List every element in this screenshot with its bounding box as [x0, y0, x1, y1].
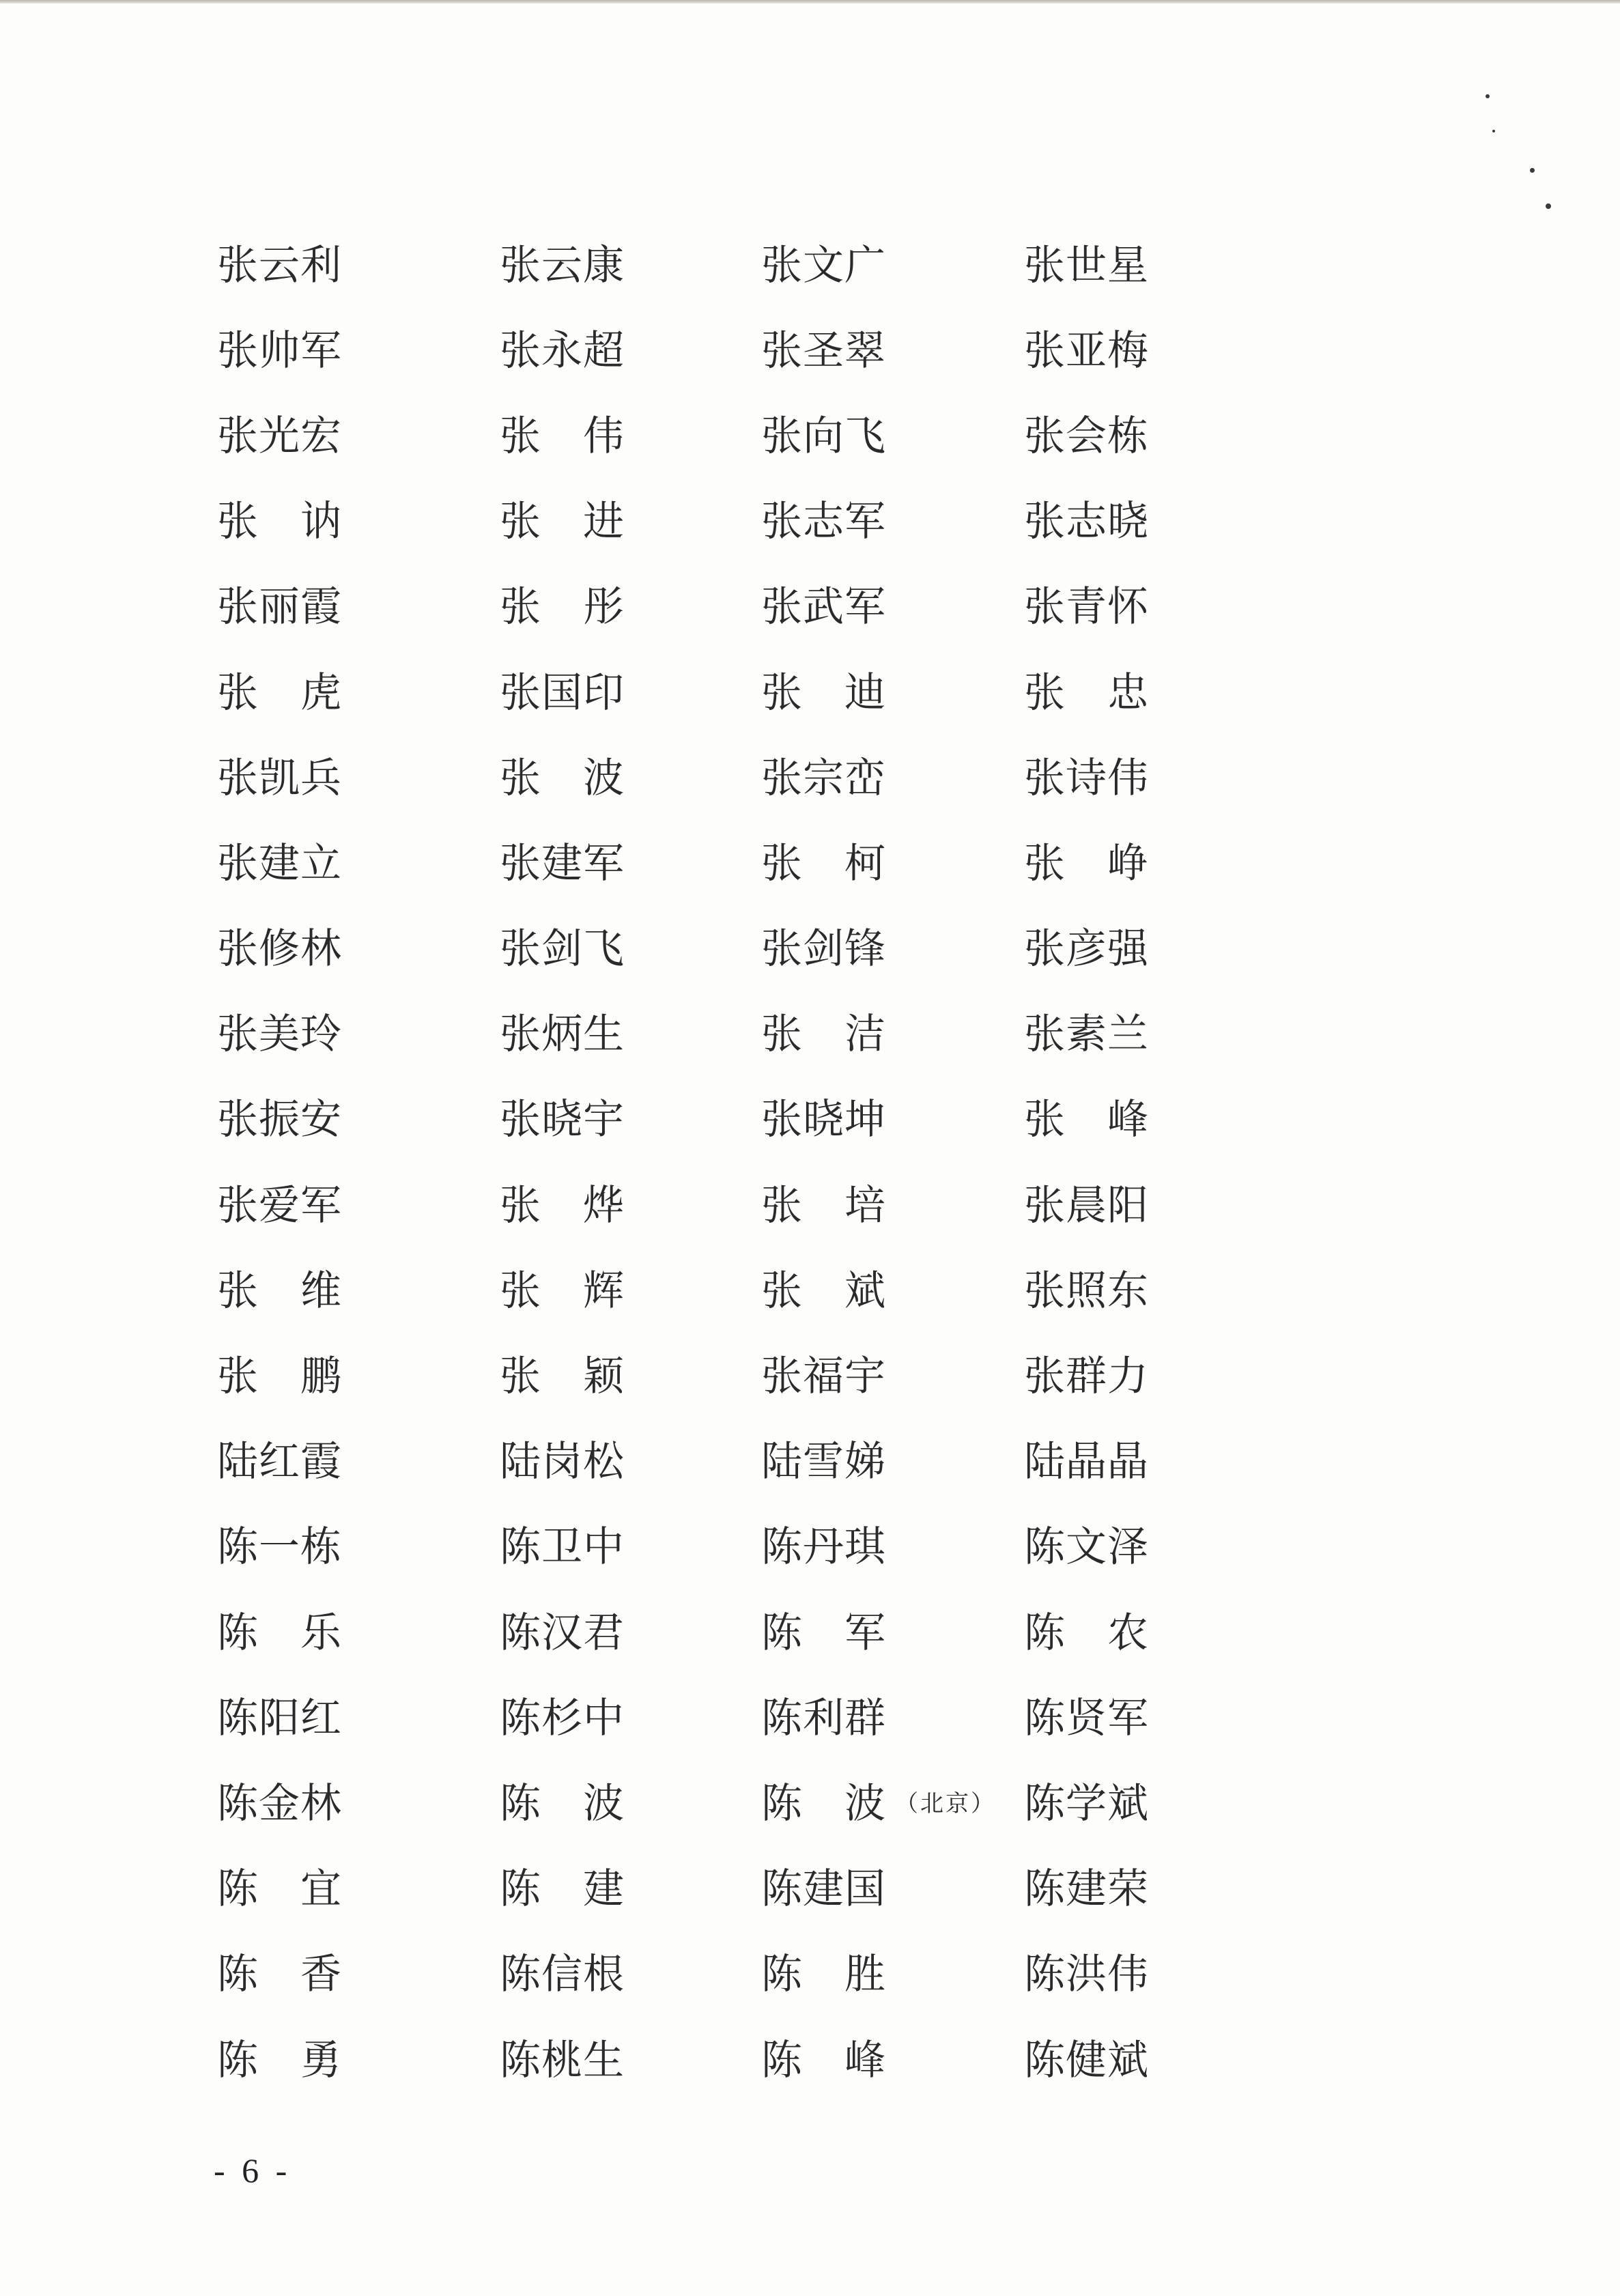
- name-cell: [500, 1266, 761, 1315]
- name-cell: [1024, 498, 1173, 546]
- person-name: 张 鹏: [217, 1352, 341, 1401]
- person-name: 陈丹琪: [761, 1523, 885, 1572]
- person-name: 张亚梅: [1024, 326, 1148, 375]
- person-name: 陈一栋: [217, 1523, 341, 1572]
- name-cell: [1024, 1865, 1173, 1914]
- person-name: 陈 胜: [761, 1951, 885, 1999]
- name-cell: [500, 1865, 761, 1914]
- name-cell: [761, 668, 1024, 717]
- person-name: 陈建荣: [1024, 1865, 1148, 1914]
- person-name: 张 忠: [1024, 668, 1148, 717]
- name-cell: [1024, 583, 1173, 632]
- name-cell: [500, 412, 761, 460]
- person-name: 张建立: [217, 839, 341, 888]
- name-cell: [217, 412, 500, 460]
- person-name: 张修林: [217, 925, 341, 974]
- person-name: 张国印: [500, 668, 624, 717]
- name-cell: [1024, 839, 1173, 888]
- person-name: 张帅军: [217, 326, 341, 375]
- name-cell: [500, 498, 761, 546]
- name-cell: [500, 1438, 761, 1486]
- name-cell: [761, 1951, 1024, 1999]
- person-name: 陈 勇: [217, 2036, 341, 2084]
- person-name: 张光宏: [217, 412, 341, 460]
- person-name: 陈文泽: [1024, 1523, 1148, 1572]
- person-name: 张晓宇: [500, 1096, 624, 1144]
- person-name: 张丽霞: [217, 583, 341, 632]
- name-cell: [217, 498, 500, 546]
- person-name: 陈洪伟: [1024, 1951, 1148, 1999]
- person-name: 张世星: [1024, 241, 1148, 289]
- name-cell: [217, 1352, 500, 1401]
- name-cell: [1024, 1181, 1173, 1230]
- name-cell: [500, 668, 761, 717]
- scan-speck: [1530, 168, 1535, 173]
- name-cell: [217, 839, 500, 888]
- person-name: 张剑锋: [761, 925, 885, 974]
- name-cell: [1024, 1352, 1173, 1401]
- name-cell: [761, 925, 1024, 974]
- name-cell: [1024, 2036, 1173, 2084]
- name-cell: [217, 1951, 500, 1999]
- name-cell: [217, 1096, 500, 1144]
- person-name: 张 辉: [500, 1266, 624, 1315]
- name-cell: [500, 754, 761, 802]
- person-name: 陈金林: [217, 1779, 341, 1828]
- person-name: 陈阳红: [217, 1694, 341, 1742]
- person-name: 张素兰: [1024, 1010, 1148, 1059]
- person-name: 陈学斌: [1024, 1779, 1148, 1828]
- name-cell: [1024, 668, 1173, 717]
- name-cell: [761, 1096, 1024, 1144]
- name-cell: [217, 326, 500, 375]
- person-name: 张文广: [761, 241, 885, 289]
- person-name: 陈桃生: [500, 2036, 624, 2084]
- person-name: 陈利群: [761, 1694, 885, 1742]
- name-cell: [1024, 1096, 1173, 1144]
- person-name: 张青怀: [1024, 583, 1148, 632]
- name-cell: [1024, 1608, 1173, 1657]
- name-cell: [1024, 1951, 1173, 1999]
- person-name: 张建军: [500, 839, 624, 888]
- name-cell: [217, 1608, 500, 1657]
- person-name: 陆红霞: [217, 1438, 341, 1486]
- person-name: 张 虎: [217, 668, 341, 717]
- name-cell: [761, 2036, 1024, 2084]
- person-name: 张 伟: [500, 412, 624, 460]
- person-name: 陈 宜: [217, 1865, 341, 1914]
- person-name: 张 培: [761, 1181, 885, 1230]
- person-name: 陆岗松: [500, 1438, 624, 1486]
- name-cell: [1024, 241, 1173, 289]
- name-cell: [500, 1779, 761, 1828]
- person-name: 陈建国: [761, 1865, 885, 1914]
- person-name: 陈 波: [761, 1779, 885, 1828]
- person-name: 张福宇: [761, 1352, 885, 1401]
- person-name: 张 迪: [761, 668, 885, 717]
- person-name: 张照东: [1024, 1266, 1148, 1315]
- name-cell: [500, 2036, 761, 2084]
- person-name: 陈卫中: [500, 1523, 624, 1572]
- person-name: 张凯兵: [217, 754, 341, 802]
- name-cell: [761, 1865, 1024, 1914]
- name-cell: [1024, 1694, 1173, 1742]
- person-name: 张云康: [500, 241, 624, 289]
- person-name: 张诗伟: [1024, 754, 1148, 802]
- person-name: 张 颖: [500, 1352, 624, 1401]
- name-cell: [761, 1266, 1024, 1315]
- name-cell: [500, 925, 761, 974]
- scan-speck: [1492, 130, 1495, 132]
- name-cell: [1024, 1779, 1173, 1828]
- name-cell: [500, 241, 761, 289]
- name-cell: [1024, 1010, 1173, 1059]
- person-name: 张宗峦: [761, 754, 885, 802]
- person-name: 陈贤军: [1024, 1694, 1148, 1742]
- person-name: 张向飞: [761, 412, 885, 460]
- name-cell: [761, 1438, 1024, 1486]
- person-name: 张群力: [1024, 1352, 1148, 1401]
- person-name: 陈 建: [500, 1865, 624, 1914]
- name-cell: [761, 1779, 1024, 1828]
- name-cell: [1024, 326, 1173, 375]
- name-cell: [217, 668, 500, 717]
- person-name: 张 峰: [1024, 1096, 1148, 1144]
- name-cell: [217, 1266, 500, 1315]
- person-name: 陆雪娣: [761, 1438, 885, 1486]
- name-cell: [761, 1523, 1024, 1572]
- name-cell: [500, 839, 761, 888]
- name-cell: [761, 241, 1024, 289]
- name-cell: [500, 1352, 761, 1401]
- name-cell: [1024, 925, 1173, 974]
- name-cell: [500, 1096, 761, 1144]
- person-name: 张爱军: [217, 1181, 341, 1230]
- person-name: 张 峥: [1024, 839, 1148, 888]
- person-name: 张振安: [217, 1096, 341, 1144]
- person-name: 陈 峰: [761, 2036, 885, 2084]
- name-cell: [217, 1779, 500, 1828]
- person-name: 陈 波: [500, 1779, 624, 1828]
- person-name: 张会栋: [1024, 412, 1148, 460]
- person-name: 陈 香: [217, 1951, 341, 1999]
- person-name: 陈信根: [500, 1951, 624, 1999]
- name-cell: [500, 1181, 761, 1230]
- name-cell: [500, 583, 761, 632]
- name-cell: [217, 1438, 500, 1486]
- person-name: 陆晶晶: [1024, 1438, 1148, 1486]
- name-cell: [500, 326, 761, 375]
- page-number: - 6 -: [214, 2151, 292, 2189]
- name-cell: [217, 583, 500, 632]
- person-name: 张 维: [217, 1266, 341, 1315]
- person-name: 陈杉中: [500, 1694, 624, 1742]
- name-cell: [500, 1523, 761, 1572]
- name-cell: [761, 839, 1024, 888]
- name-cell: [761, 1608, 1024, 1657]
- person-name: 张美玲: [217, 1010, 341, 1059]
- person-name: 张晨阳: [1024, 1181, 1148, 1230]
- person-name: 张云利: [217, 241, 341, 289]
- name-cell: [217, 1865, 500, 1914]
- person-name: 张 洁: [761, 1010, 885, 1059]
- person-name: 陈健斌: [1024, 2036, 1148, 2084]
- person-name: 张剑飞: [500, 925, 624, 974]
- name-cell: [217, 1010, 500, 1059]
- person-name: 张 烨: [500, 1181, 624, 1230]
- name-cell: [217, 1694, 500, 1742]
- name-cell: [1024, 1523, 1173, 1572]
- name-list: [217, 223, 1173, 2103]
- name-cell: [761, 1181, 1024, 1230]
- name-cell: [500, 1951, 761, 1999]
- name-cell: [500, 1608, 761, 1657]
- name-cell: [1024, 1438, 1173, 1486]
- person-name: 张炳生: [500, 1010, 624, 1059]
- name-cell: [217, 754, 500, 802]
- scan-speck: [1486, 94, 1490, 98]
- person-name: 张彦强: [1024, 925, 1148, 974]
- name-cell: [761, 1352, 1024, 1401]
- person-name: 张武军: [761, 583, 885, 632]
- person-name: 陈 乐: [217, 1608, 341, 1657]
- name-cell: [217, 1181, 500, 1230]
- name-cell: [761, 583, 1024, 632]
- person-name: 张 柯: [761, 839, 885, 888]
- person-name: 张志晓: [1024, 498, 1148, 546]
- name-cell: [1024, 1266, 1173, 1315]
- name-cell: [500, 1694, 761, 1742]
- person-name: 陈 军: [761, 1608, 885, 1657]
- person-name: 张 讷: [217, 498, 341, 546]
- name-cell: [500, 1010, 761, 1059]
- name-annotation: （北京）: [895, 1789, 996, 1817]
- person-name: 张 波: [500, 754, 624, 802]
- person-name: 张 进: [500, 498, 624, 546]
- person-name: 陈 农: [1024, 1608, 1148, 1657]
- person-name: 张永超: [500, 326, 624, 375]
- person-name: 张圣翠: [761, 326, 885, 375]
- name-cell: [761, 412, 1024, 460]
- name-cell: [761, 326, 1024, 375]
- person-name: 张志军: [761, 498, 885, 546]
- person-name: 陈汉君: [500, 1608, 624, 1657]
- name-cell: [1024, 754, 1173, 802]
- scan-top-edge: [0, 0, 1620, 3]
- person-name: 张 斌: [761, 1266, 885, 1315]
- name-cell: [217, 241, 500, 289]
- name-cell: [217, 925, 500, 974]
- name-cell: [217, 1523, 500, 1572]
- name-cell: [217, 2036, 500, 2084]
- name-cell: [761, 1010, 1024, 1059]
- person-name: 张 彤: [500, 583, 624, 632]
- name-cell: [761, 1694, 1024, 1742]
- name-cell: [761, 754, 1024, 802]
- person-name: 张晓坤: [761, 1096, 885, 1144]
- name-cell: [761, 498, 1024, 546]
- scan-speck: [1546, 203, 1551, 209]
- name-cell: [1024, 412, 1173, 460]
